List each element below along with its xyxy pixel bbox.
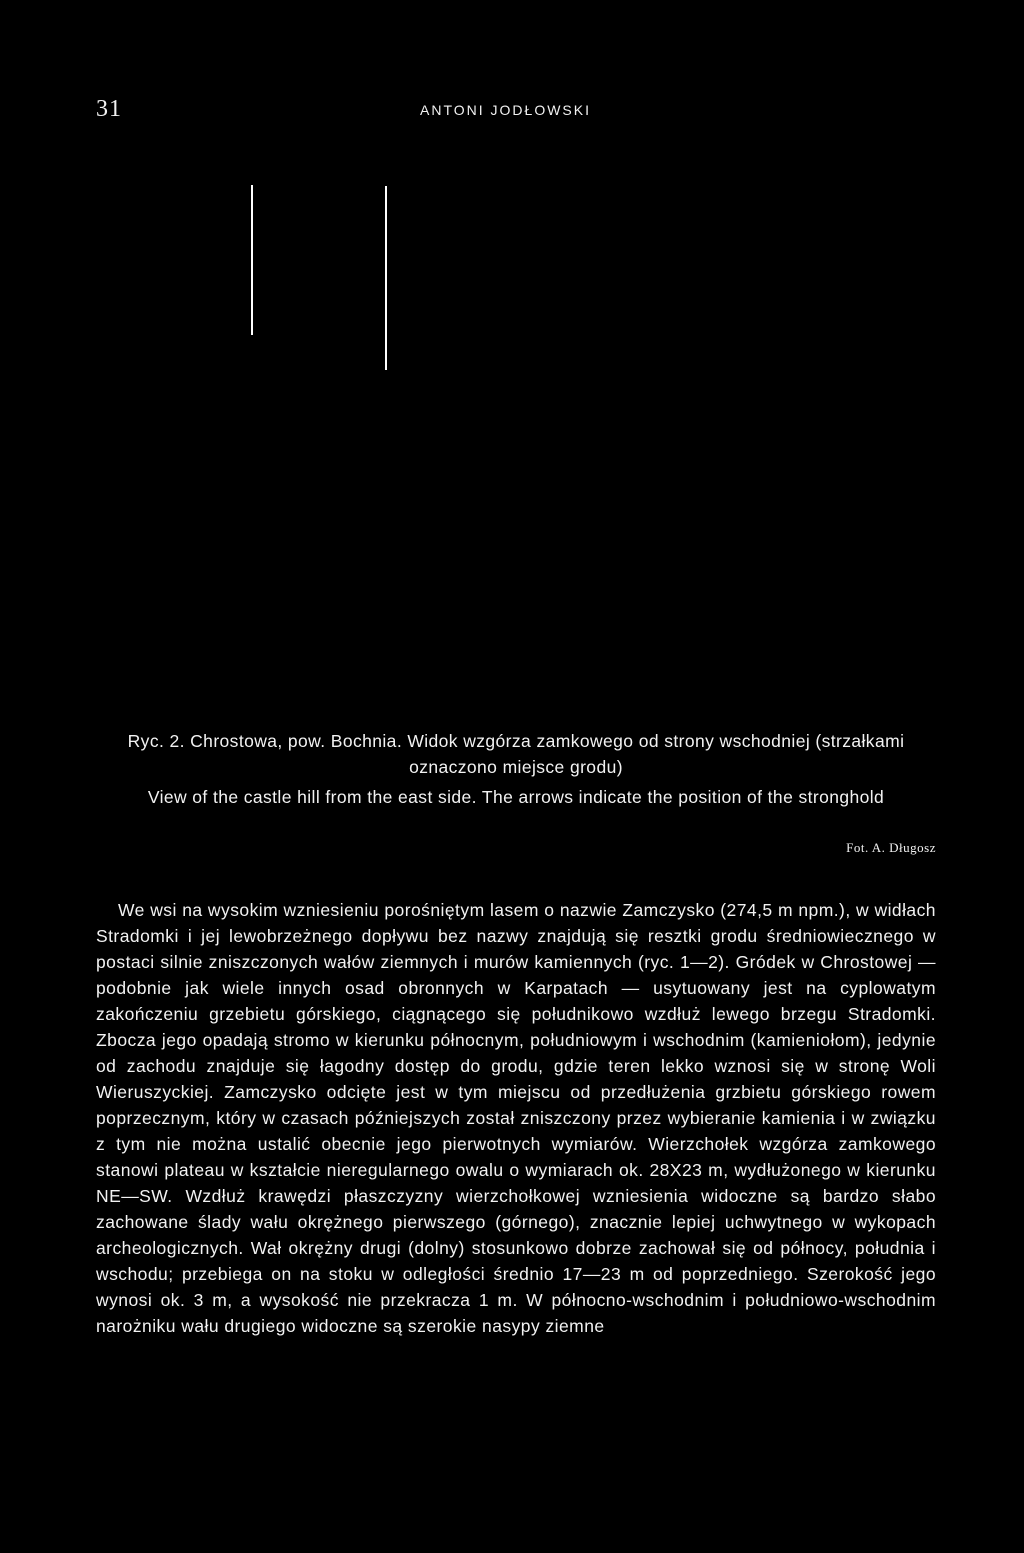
running-head [96, 96, 936, 126]
page-number: 31 [96, 96, 122, 122]
figure-photo [96, 150, 936, 710]
figure-caption-english: View of the castle hill from the east side. The arrows indicate the position of the stronghold [147, 787, 885, 807]
arrow-marker-right [385, 186, 387, 370]
body-paragraph: We wsi na wysokim wzniesieniu porośniętym lasem o nazwie Zamczysko (274,5 m npm.), w widłach Stradomki i jej lewobrzeżnego dopływu bez nazwy znajdują się resztki grodu średniowiecznego w postaci silnie zniszczonych wałów ziemnych i murów kamiennych (ryc. 1—2). Gródek w Chrostowej — podobnie jak wiele innych osad obronnych w Karpatach — usytuowany jest na cyplowatym zakończeniu grzebietu górskiego, ciągnącego się południkowo wzdłuż lewego brzegu Stradomki. Zbocza jego opadają stromo w kierunku północnym, południowym i wschodnim (kamieniołom), jedynie od zachodu znajduje się łagodny dostęp do grodu, gdzie teren lekko wznosi się w stronę Woli Wieruszyckiej. Zamczysko odcięte jest w tym miejscu od przedłużenia grzbietu górskiego rowem poprzecznym, który w czasach późniejszych został zniszczony przez wybieranie kamienia i w związku z tym nie można ustalić obecnie jego pierwotnych wymiarów. Wierzchołek wzgórza zamkowego stanowi plateau w kształcie nieregularnego owalu o wymiarach ok. 28X23 m, wydłużonego w kierunku NE—SW. Wzdłuż krawędzi płaszczyzny wierzchołkowej wzniesienia widoczne są bardzo słabo zachowane ślady wału okrężnego pierwszego (górnego), znacznie lepiej uchwytnego w wykopach archeologicznych. Wał okrężny drugi (dolny) stosunkowo dobrze zachował się od północy, południa i wschodu; przebiega on na stoku w odległości średnio 17—23 m od poprzedniego. Szerokość jego wynosi ok. 3 m, a wysokość nie przekracza 1 m. W północno-wschodnim i południowo-wschodnim narożniku wału drugiego widoczne są szerokie nasypy ziemne [96, 900, 936, 1336]
running-title: ANTONI JODŁOWSKI [420, 102, 591, 118]
arrow-marker-left [251, 185, 253, 335]
photo-credit: Fot. A. Długosz [846, 840, 936, 855]
figure-caption-polish: Ryc. 2. Chrostowa, pow. Bochnia. Widok wzgórza zamkowego od strony wschodniej (strzałkami oznaczono miejsce grodu) [127, 731, 905, 777]
